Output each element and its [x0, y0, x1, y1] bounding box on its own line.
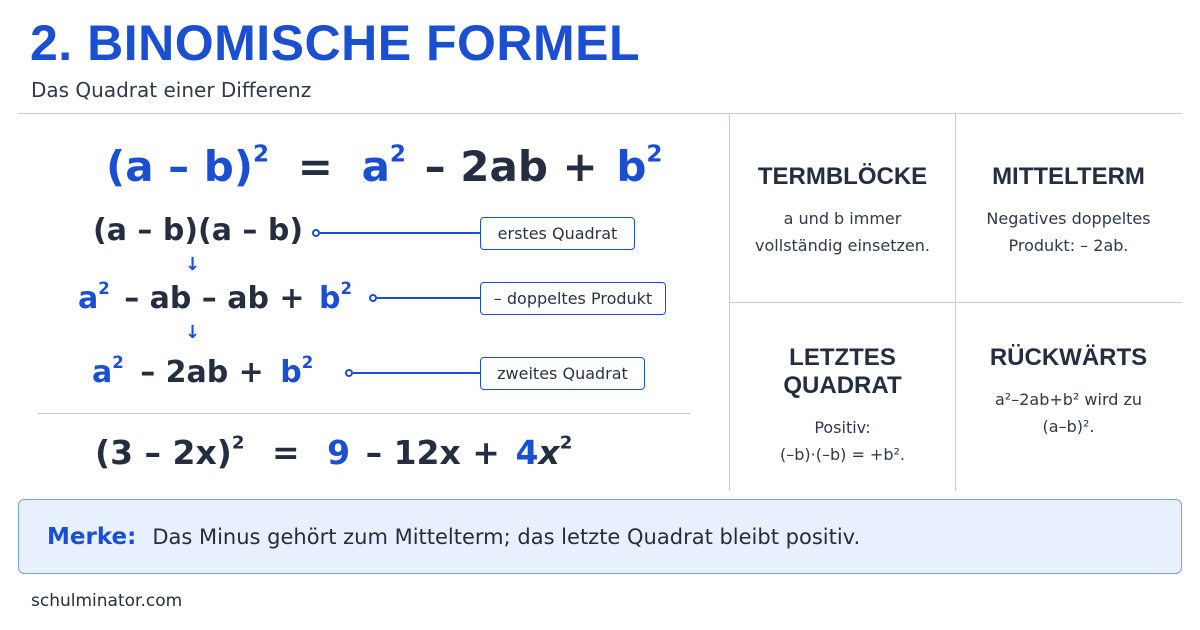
card-termbloecke — [730, 163, 955, 259]
page-title: 2. BINOMISCHE FORMEL — [30, 15, 641, 71]
main-formula: $(a - b)^2 = a^2 - 2ab + b^2$ — [106, 141, 663, 191]
grid-divider — [729, 302, 1182, 303]
arrow-down-icon: ↓ — [185, 322, 201, 343]
card-text: (–b)·(–b) = +b². — [779, 445, 905, 464]
card-mittelterm — [956, 163, 1181, 259]
example-formula: $(3 - 2x)^2 = 9 - 12x + 4x^2$ — [95, 432, 573, 472]
arrow-down-icon: ↓ — [185, 254, 201, 275]
merke-box — [18, 499, 1182, 574]
step-3-connector-dot — [345, 369, 353, 377]
merke-text: Das Minus gehört zum Mittelterm; das letzte Quadrat bleibt positiv. — [152, 524, 861, 549]
step-1-connector-dot — [312, 229, 320, 237]
card-title: TERMBLÖCKE — [757, 163, 928, 190]
card-text: a und b immer — [783, 209, 902, 228]
merke-label: Merke: — [47, 523, 137, 550]
card-text: Produkt: – 2ab. — [1008, 236, 1129, 255]
step-2-connector-dot — [369, 294, 377, 302]
card-letztes-quadrat — [730, 344, 955, 468]
step-1-expression: (a – b)(a – b) — [93, 213, 304, 248]
step-2-tag: – doppeltes Produkt — [480, 282, 666, 315]
card-text: vollständig einsetzen. — [755, 236, 930, 255]
card-title: LETZTES QUADRAT — [783, 344, 902, 399]
page-subtitle: Das Quadrat einer Differenz — [31, 78, 312, 102]
step-2-connector-line — [377, 297, 480, 299]
step-1-connector-line — [320, 232, 480, 234]
step-1-tag: erstes Quadrat — [480, 217, 635, 250]
formula-divider — [38, 413, 690, 414]
card-title: MITTELTERM — [992, 163, 1145, 190]
footer-site: schulminator.com — [31, 591, 183, 611]
card-rueckwaerts — [956, 344, 1181, 440]
card-text: (a–b)². — [1042, 417, 1095, 436]
card-text: Negatives doppeltes — [986, 209, 1151, 228]
card-text: a²–2ab+b² wird zu — [994, 390, 1143, 409]
step-3-expression: $a^2 - 2ab + b^2$ — [92, 352, 314, 390]
card-title: RÜCKWÄRTS — [989, 344, 1148, 371]
step-3-tag: zweites Quadrat — [480, 357, 645, 390]
step-2-expression: $a^2$ – ab – ab + $b^2$ — [78, 278, 352, 316]
header-divider — [18, 113, 1182, 114]
step-3-connector-line — [353, 372, 480, 374]
card-text: Positiv: — [814, 418, 871, 437]
